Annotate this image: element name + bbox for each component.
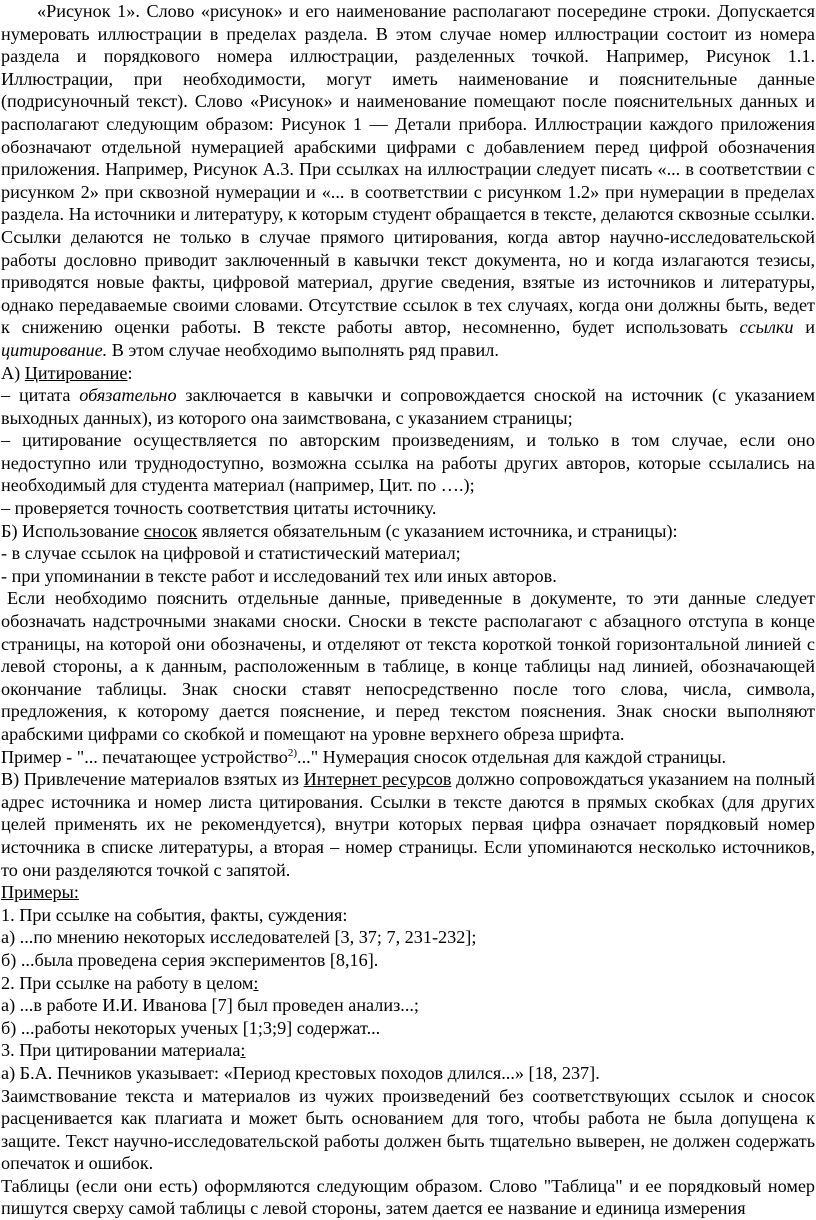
section-b-item-2: - при упоминании в тексте работ и исследований тех или иных авторов. <box>1 565 557 586</box>
intro-conjunction: и <box>793 317 815 338</box>
section-a-colon: : <box>127 362 133 383</box>
examples-group-2-b: б) ...работы некоторых ученых [1;3;9] содержат... <box>1 1017 381 1038</box>
section-a-item-3: – проверяется точность соответствия цитаты источнику. <box>1 498 437 519</box>
examples-group-1-b: б) ...была проведена серия экспериментов [8,16]. <box>1 949 379 970</box>
examples-group-3-a: а) Б.А. Печников указывает: «Период крестовых походов длился...» [18, 237]. <box>1 1062 600 1083</box>
section-a-prefix: А) <box>1 362 25 383</box>
section-c-pre: В) Привлечение материалов взятых из <box>1 769 304 790</box>
examples-group-2-title-text: 2. При ссылке на работу в целом <box>1 972 254 993</box>
examples-group-2-title <box>0 972 816 995</box>
footnote-example <box>0 746 816 769</box>
section-a-item-1-pre: – цитата <box>1 385 80 406</box>
footnote-paragraph: Если необходимо пояснить отдельные данные, приведенные в документе, то эти данные следует обозначать надстрочными знаками сноски. Сноски в тексте располагают с абзацного отступа в конце страницы, на которой они обозначены, и отделяют от текста короткой тонкой горизонтальной линией с левой стороны, а к данным, расположенным в таблице, в конце таблицы над линией, обозначающей окончание таблицы. Знак сноски ставят непосредственно после того слова, числа, символа, предложения, к которому дается пояснение, и перед текстом пояснения. Знак сноски выполняют арабскими цифрами со скобкой и помещают на уровне верхнего обреза шрифта. <box>1 588 815 744</box>
section-a-title: Цитирование <box>24 362 128 383</box>
section-a-item-1-emphasis: обязательно <box>79 385 177 406</box>
section-a-item-1 <box>0 384 816 429</box>
section-a-heading <box>0 362 816 385</box>
section-c-paragraph <box>0 768 816 881</box>
section-a-item-1-post: заключается в кавычки и сопровождается сноской на источник (с указанием выходных данных), из которого она заимствована, с указанием страницы; <box>1 385 815 428</box>
section-a-item-2: – цитирование осуществляется по авторским произведениям, и только в том случае, если оно недоступно или труднодоступно, возможна ссылка на работы других авторов, которые ссылались на необходимый для студента материал (например, Цит. по ….); <box>1 430 815 496</box>
intro-emphasis-links: ссылки <box>739 317 794 338</box>
section-c-post: должно сопровождаться указанием на полный адрес источника и номер листа цитирования. Ссылки в тексте даются в прямых скобках (для других целей применять их не рекомендуется), внутри которых первая цифра означает порядковый номер источника в списке литературы, а вторая – номер страницы. Если упоминаются несколько источников, то они разделяются точкой с запятой. <box>1 769 815 880</box>
plagiarism-paragraph: Заимствование текста и материалов из чужих произведений без соответствующих ссылок и сносок расценивается как плагиата и может быть основанием для того, чтобы работа не была допущена к защите. Текст научно-исследовательской работы должен быть тщательно выверен, не должен содержать опечаток и ошибок. <box>1 1085 815 1174</box>
examples-heading: Примеры: <box>1 882 79 903</box>
section-b-footnotes-term: сносок <box>143 520 198 541</box>
section-b-heading <box>0 520 816 543</box>
examples-group-3-title <box>0 1039 816 1062</box>
examples-group-1-title: 1. При ссылке на события, факты, суждения: <box>1 904 348 925</box>
examples-group-2-colon: : <box>253 972 259 993</box>
section-c-internet-resources: Интернет ресурсов <box>303 769 452 790</box>
intro-paragraph <box>0 0 816 362</box>
intro-text: «Рисунок 1». Слово «рисунок» и его наименование располагают посередине строки. Допускается нумеровать иллюстрации в пределах раздела. В этом случае номер иллюстрации состоит из номера раздела и порядкового номера иллюстрации, разделенных точкой. Например, Рисунок 1.1. Иллюстрации, при необходимости, могут иметь наименование и пояснительные данные (подрисуночный текст). Слово «Рисунок» и наименование помещают после пояснительных данных и располагают следующим образом: Рисунок 1 — Детали прибора. Иллюстрации каждого приложения обозначают отдельной нумерацией арабскими цифрами с добавлением перед цифрой обозначения приложения. Например, Рисунок А.3. При ссылках на иллюстрации следует писать «... в соответствии с рисунком 2» при сквозной нумерации и «... в соответствии с рисунком 1.2» при нумерации в пределах раздела. На источники и литературу, к которым студент обращается в тексте, делаются сквозные ссылки. Ссылки делаются не только в случае прямого цитирования, когда автор научно-исследовательской работы дословно приводит заключенный в кавычки текст документа, но и когда излагаются тезисы, приводятся новые факты, цифровой материал, другие сведения, взятые из источников и литературы, однако передаваемые своими словами. Отсутствие ссылок в тех случаях, когда они должны быть, ведет к снижению оценки работы. В тексте работы автор, несомненно, будет использовать <box>1 1 815 338</box>
section-b-item-1: - в случае ссылок на цифровой и статистический материал; <box>1 543 461 564</box>
footnote-example-post: ..." Нумерация сносок отдельная для каждой страницы. <box>297 746 727 767</box>
tables-paragraph: Таблицы (если они есть) оформляются следующим образом. Слово "Таблица" и ее порядковый номер пишутся сверху самой таблицы с левой стороны, затем дается ее название и единица измерения <box>1 1175 815 1219</box>
examples-group-1-a: а) ...по мнению некоторых исследователей [3, 37; 7, 231-232]; <box>1 927 477 948</box>
section-b-pre: Б) Использование <box>1 520 144 541</box>
section-b-post: является обязательным (с указанием источника, и страницы): <box>197 520 678 541</box>
intro-text-end: В этом случае необходимо выполнять ряд правил. <box>107 339 499 360</box>
examples-group-3-colon: : <box>240 1040 246 1061</box>
footnote-example-pre: Пример - "... печатающее устройство <box>1 746 288 767</box>
intro-emphasis-citation: цитирование. <box>1 339 108 360</box>
examples-group-2-a: а) ...в работе И.И. Иванова [7] был проведен анализ...; <box>1 995 419 1016</box>
examples-group-3-title-text: 3. При цитировании материала <box>1 1040 241 1061</box>
footnote-mark: 2) <box>287 746 298 759</box>
